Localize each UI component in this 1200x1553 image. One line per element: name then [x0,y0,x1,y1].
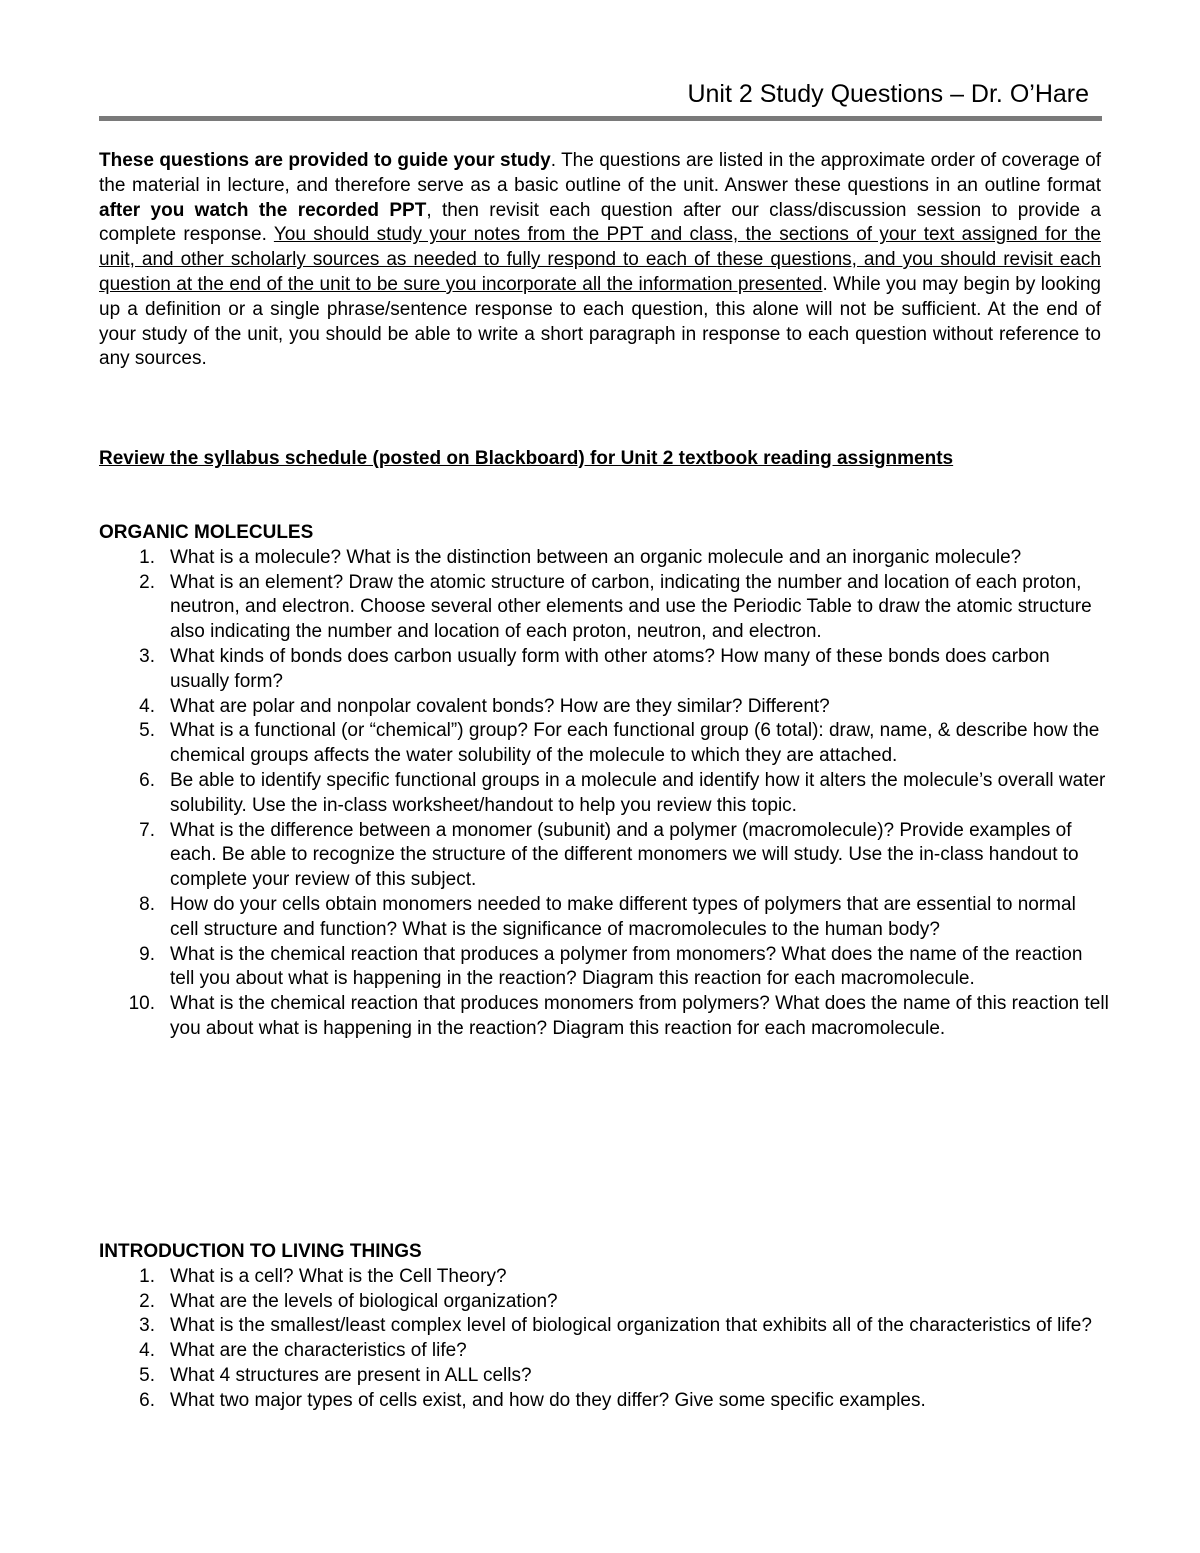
question-number: 10. [128,993,155,1015]
question-text: How do your cells obtain monomers needed to make different types of polymers that are essential to normal cell structure and function? What is the significance of macromolecules to the human body? [170,893,1076,940]
question-number: 2. [139,1290,155,1312]
intro-text-2: , then revisit each question after our class/discussion session to provide a complete response. [99,199,1101,246]
question-number: 6. [139,1389,155,1411]
question-text: What is the chemical reaction that produces a polymer from monomers? What does the name of the reaction tell you about what is happening in the reaction? Diagram this reaction for each macromolecule. [170,943,1083,990]
intro-underlined: You should study your notes from the PPT and class, the sections of your text assigned for the unit, and other scholarly sources as needed to fully respond to each of these questions, and you should revisit each question at the end of the unit to be sure you incorporate all the information presented [99,224,1101,295]
section-heading: ORGANIC MOLECULES [99,522,314,543]
question-number: 6. [139,769,155,791]
question-number: 1. [139,1265,155,1287]
intro-text-3: . While you may begin by looking up a definition or a single phrase/sentence response to each question, this alone will not be sufficient. At the end of your study of the unit, you should be able to write a short paragraph in response to each question without reference to any sources. [99,273,1101,370]
intro-bold-mid: after you watch the recorded PPT [99,199,427,221]
question-number: 5. [139,1364,155,1386]
question-text: What are the characteristics of life? [170,1340,467,1362]
list-item [99,943,1109,993]
question-text: What is a molecule? What is the distinction between an organic molecule and an inorganic molecule? [170,546,1022,568]
question-text: What is the difference between a monomer (subunit) and a polymer (macromolecule)? Provide examples of each. Be able to recognize the structure of the different monomers we will study. Use the in-class handout to complete your review of this subject. [170,819,1079,891]
section-introduction-to-living-things [99,1240,1109,1414]
question-text: What 4 structures are present in ALL cells? [170,1364,532,1386]
list-item [99,645,1109,695]
list-item [99,695,1109,720]
section-organic-molecules [99,521,1109,1042]
list-item [99,719,1109,769]
intro-paragraph [99,149,1101,372]
section-heading: INTRODUCTION TO LIVING THINGS [99,1241,422,1262]
list-item [99,1339,1109,1364]
question-text: What is a functional (or “chemical”) group? For each functional group (6 total): draw, name, & describe how the chemical groups affects the water solubility of the molecule to which they are attached. [170,720,1100,767]
list-item [99,571,1109,645]
question-number: 4. [139,695,155,717]
question-text: What kinds of bonds does carbon usually form with other atoms? How many of these bonds does carbon usually form? [170,645,1050,692]
question-text: What is the smallest/least complex level of biological organization that exhibits all of the characteristics of life? [170,1315,1092,1337]
list-item [99,1389,1109,1414]
question-number: 5. [139,720,155,742]
question-text: Be able to identify specific functional groups in a molecule and identify how it alters the molecule’s overall water solubility. Use the in-class worksheet/handout to help you review this topic. [170,769,1106,816]
list-item [99,1364,1109,1389]
question-number: 9. [139,943,155,965]
question-text: What are polar and nonpolar covalent bonds? How are they similar? Different? [170,695,830,717]
list-item [99,1265,1109,1290]
question-list [99,546,1109,1042]
question-text: What is a cell? What is the Cell Theory? [170,1265,507,1287]
question-text: What two major types of cells exist, and how do they differ? Give some specific examples. [170,1389,926,1411]
list-item [99,1290,1109,1315]
question-number: 2. [139,571,155,593]
list-item [99,769,1109,819]
page-title: Unit 2 Study Questions – Dr. O’Hare [687,80,1089,108]
title-divider [99,116,1102,121]
question-list [99,1265,1109,1414]
list-item [99,819,1109,893]
list-item [99,893,1109,943]
question-text: What is the chemical reaction that produces monomers from polymers? What does the name of this reaction tell you about what is happening in the reaction? Diagram this reaction for each macromolecule. [170,993,1109,1039]
intro-text-1: . The questions are listed in the approximate order of coverage of the material in lecture, and therefore serve as a basic outline of the unit. Answer these questions in an outline format [99,150,1102,196]
question-number: 3. [139,1315,155,1337]
list-item [99,546,1109,571]
question-number: 1. [139,546,155,568]
question-number: 7. [139,819,155,841]
review-syllabus-line: Review the syllabus schedule (posted on Blackboard) for Unit 2 textbook reading assignments [99,448,954,469]
question-number: 8. [139,893,155,915]
question-number: 3. [139,645,155,667]
intro-bold-lead: These questions are provided to guide your study [99,150,551,171]
question-text: What is an element? Draw the atomic structure of carbon, indicating the number and location of each proton, neutron, and electron. Choose several other elements and use the Periodic Table to draw the atomic structure also indicating the number and location of each proton, neutron, and electron. [170,571,1092,643]
list-item [99,1314,1109,1339]
question-number: 4. [139,1340,155,1362]
question-text: What are the levels of biological organization? [170,1290,558,1312]
list-item [99,992,1109,1042]
